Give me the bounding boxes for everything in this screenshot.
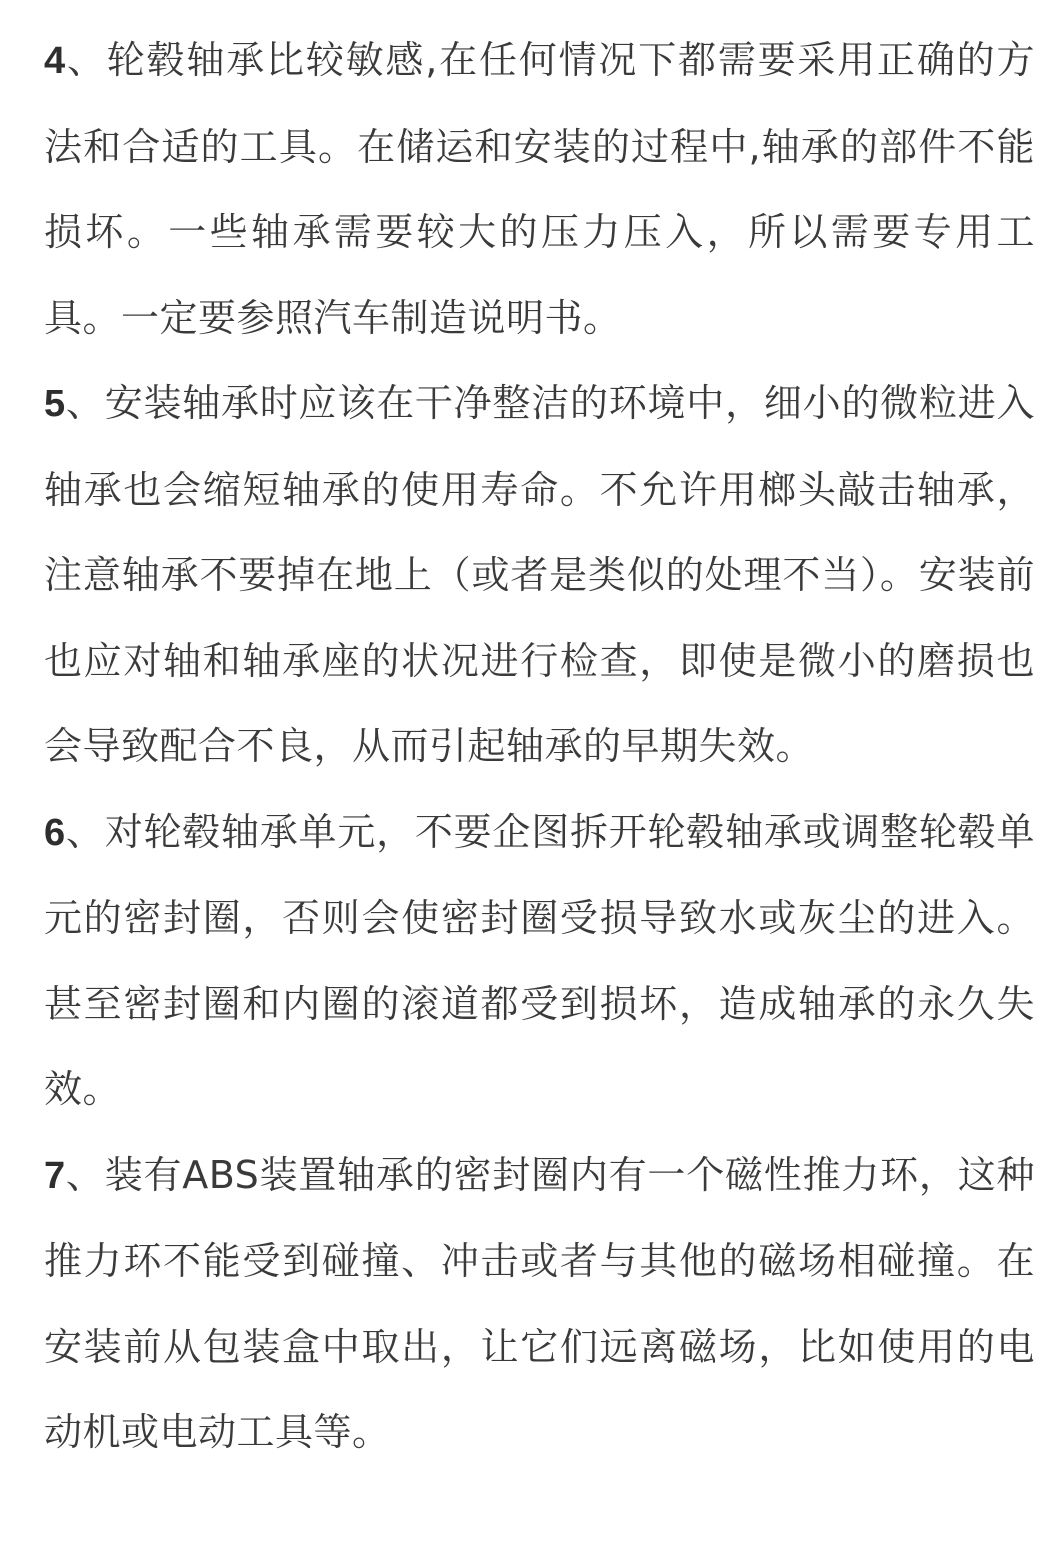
item-number: 5 bbox=[44, 383, 66, 425]
paragraph-item-4 bbox=[44, 18, 1035, 361]
item-text: 、装有ABS装置轴承的密封圈内有一个磁性推力环，这种推力环不能受到碰撞、冲击或者与其他的磁场相碰撞。在安装前从包装盒中取出，让它们远离磁场，比如使用的电动机或电动工具等。 bbox=[44, 1152, 1035, 1454]
item-number: 6 bbox=[44, 811, 66, 854]
item-text: 、安装轴承时应该在干净整洁的环境中，细小的微粒进入轴承也会缩短轴承的使用寿命。不允许用榔头敲击轴承，注意轴承不要掉在地上（或者是类似的处理不当）。安装前也应对轴和轴承座的状况进行检查，即使是微小的磨损也会导致配合不良，从而引起轴承的早期失效。 bbox=[44, 381, 1035, 768]
item-text: 、对轮毂轴承单元，不要企图拆开轮毂轴承或调整轮毂单元的密封圈，否则会使密封圈受损导致水或灰尘的进入。甚至密封圈和内圈的滚道都受到损坏，造成轴承的永久失效。 bbox=[44, 809, 1035, 1111]
paragraph-item-7 bbox=[44, 1133, 1035, 1476]
item-text: 、轮毂轴承比较敏感,在任何情况下都需要采用正确的方法和合适的工具。在储运和安装的过程中,轴承的部件不能损坏。一些轴承需要较大的压力压入，所以需要专用工具。一定要参照汽车制造说明书。 bbox=[44, 38, 1035, 340]
item-number: 7 bbox=[44, 1154, 66, 1197]
item-number: 4 bbox=[44, 40, 66, 82]
paragraph-item-6 bbox=[44, 790, 1035, 1133]
paragraph-item-5 bbox=[44, 361, 1035, 790]
